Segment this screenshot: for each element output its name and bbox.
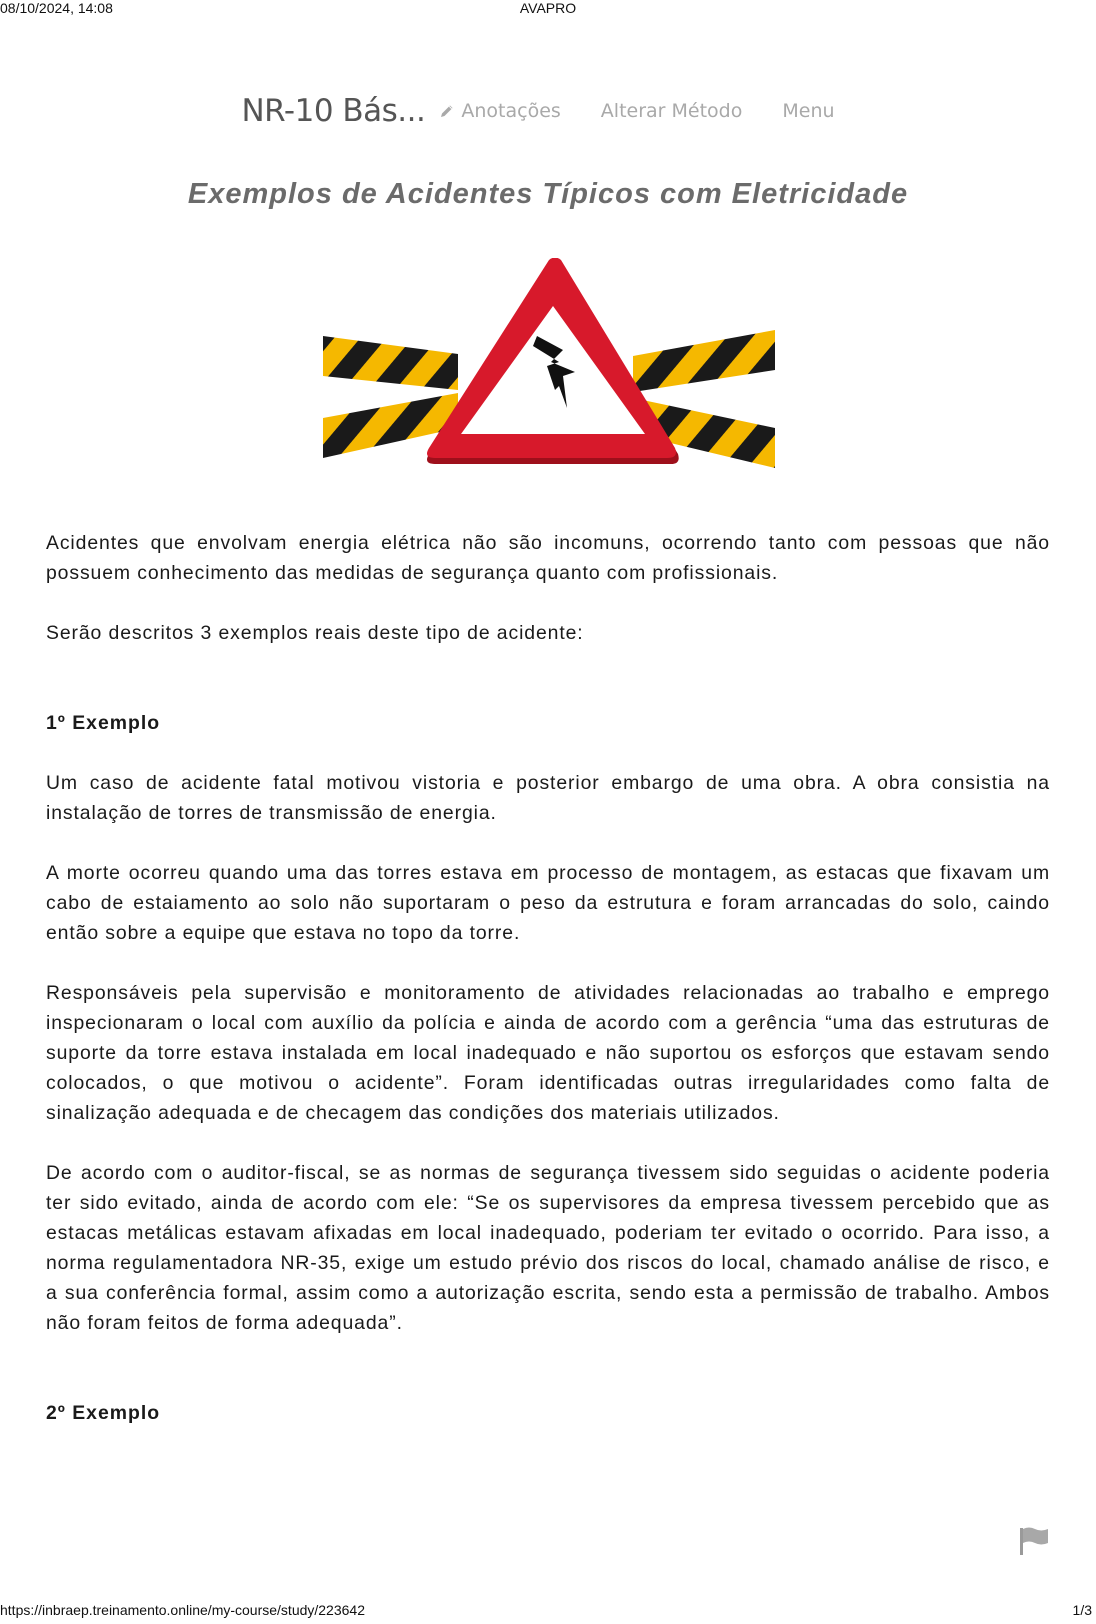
intro-paragraph: Acidentes que envolvam energia elétrica não são incomuns, ocorrendo tanto com pessoas que não possuem conhecimento das medidas de segurança quanto com profissionais. <box>46 532 1050 584</box>
print-url: https://inbraep.treinamento.online/my-course/study/223642 <box>0 1602 365 1618</box>
intro-paragraph: Serão descritos 3 exemplos reais deste tipo de acidente: <box>46 622 584 644</box>
annotations-label: Anotações <box>461 100 561 122</box>
course-title[interactable]: NR-10 Bás... <box>241 93 426 129</box>
course-topbar <box>0 86 1096 136</box>
print-site-name: AVAPRO <box>519 0 577 16</box>
change-method-link[interactable]: Alterar Método <box>600 100 743 122</box>
lesson-content <box>46 528 1050 1458</box>
page-counter: 1/3 <box>1072 1602 1092 1618</box>
print-date: 08/10/2024, 14:08 <box>0 0 113 16</box>
pencil-icon <box>439 103 455 119</box>
print-header <box>0 0 1096 18</box>
annotations-link[interactable] <box>439 100 560 122</box>
example-paragraph: A morte ocorreu quando uma das torres estava em processo de montagem, as estacas que fixavam um cabo de estaiamento ao solo não suportaram o peso da estrutura e foram arrancadas do solo, caindo então sobre a equipe que estava no topo da torre. <box>46 862 1050 944</box>
menu-link[interactable]: Menu <box>782 100 835 122</box>
example-1-heading: 1º Exemplo <box>46 712 161 734</box>
example-paragraph: Um caso de acidente fatal motivou vistoria e posterior embargo de uma obra. A obra consistia na instalação de torres de transmissão de energia. <box>46 772 1050 824</box>
example-paragraph: Responsáveis pela supervisão e monitoramento de atividades relacionadas ao trabalho e emprego inspecionaram o local com auxílio da polícia e ainda de acordo com a gerência “uma das estruturas de suporte da torre estava instalada em local inadequado e não suportou os esforços que estavam sendo colocados, o que motivou o acidente”. Foram identificadas outras irregularidades como falta de sinalização adequada e de checagem das condições dos materiais utilizados. <box>46 982 1050 1124</box>
print-footer <box>0 1602 1096 1622</box>
lesson-title: Exemplos de Acidentes Típicos com Eletricidade <box>187 178 909 210</box>
example-2-heading: 2º Exemplo <box>46 1402 161 1424</box>
example-paragraph: De acordo com o auditor-fiscal, se as normas de segurança tivessem sido seguidas o acidente poderia ter sido evitado, ainda de acordo com ele: “Se os supervisores da empresa tivessem percebido que as estacas metálicas estavam afixadas em local inadequado, poderiam ter evitado o ocorrido. Para isso, a norma regulamentadora NR-35, exige um estudo prévio dos riscos do local, chamado análise de risco, e a sua conferência formal, assim como a autorização escrita, sendo esta a permissão de trabalho. Ambos não foram feitos de forma adequada”. <box>46 1162 1050 1334</box>
flag-icon <box>1017 1543 1051 1560</box>
electrical-hazard-warning-icon <box>323 258 775 484</box>
flag-button[interactable] <box>1017 1526 1051 1556</box>
